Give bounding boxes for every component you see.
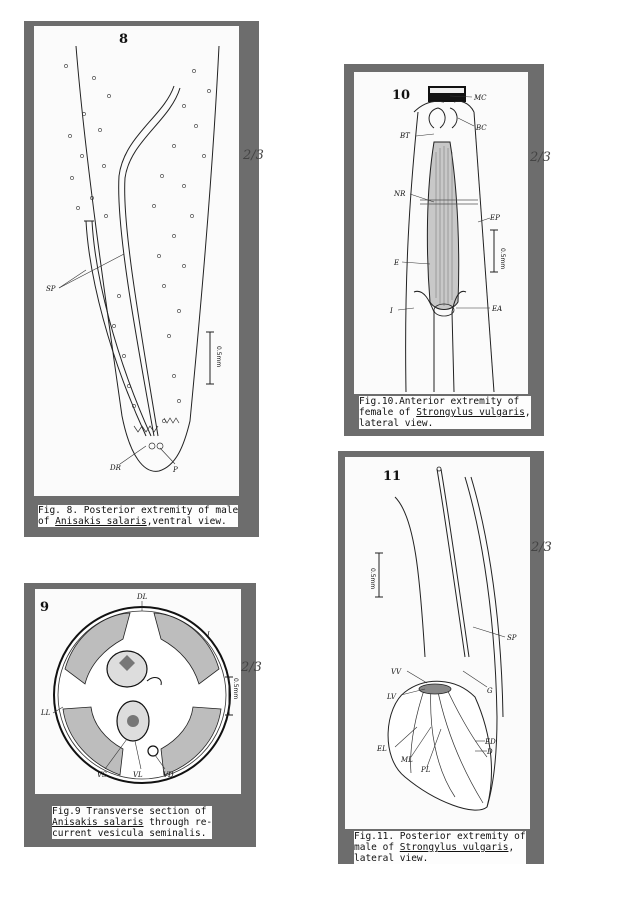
- figure-11-side-fraction: 2/3: [531, 540, 552, 555]
- figure-10-side-fraction: 2/3: [530, 150, 551, 165]
- figure-9-side-fraction: 2/3: [241, 660, 262, 675]
- figure-8-caption: Fig. 8. Posterior extremity of male of Anisakis salaris,ventral view.: [38, 505, 239, 527]
- svg-text:DR: DR: [110, 464, 121, 472]
- svg-text:VS: VS: [97, 771, 107, 779]
- figure-10-species: Strongylus vulgaris: [416, 407, 525, 418]
- figure-11-drawing: [345, 457, 530, 829]
- figure-9-drawing: [35, 589, 241, 794]
- svg-text:BC: BC: [476, 124, 487, 132]
- svg-text:SP: SP: [507, 634, 517, 642]
- figure-9-number: 9: [40, 600, 50, 615]
- figure-11-scale-label: 0.5mm: [369, 568, 376, 590]
- figure-8-number: 8: [119, 32, 129, 47]
- figure-8-drawing: [34, 26, 239, 496]
- svg-text:LV: LV: [387, 693, 396, 701]
- svg-text:EL: EL: [377, 745, 387, 753]
- figure-8-scale-label: 0.5mm: [215, 346, 222, 368]
- figure-9-caption: Fig.9 Transverse section of Anisakis salaris through re- current vesicula seminalis.: [52, 806, 213, 839]
- svg-text:E: E: [394, 259, 400, 267]
- svg-text:VL: VL: [133, 771, 143, 779]
- figure-11-number: 11: [383, 469, 402, 484]
- svg-text:P: P: [173, 466, 178, 474]
- svg-text:I: I: [207, 631, 210, 639]
- figure-10-scale-label: 0.5mm: [499, 248, 506, 270]
- figure-11-species: Strongylus vulgaris: [399, 842, 509, 853]
- svg-text:VV: VV: [391, 668, 402, 676]
- svg-text:ML: ML: [401, 756, 413, 764]
- svg-text:ED: ED: [485, 738, 496, 746]
- svg-text:BT: BT: [400, 132, 410, 140]
- figure-10-caption: Fig.10.Anterior extremity of female of Strongylus vulgaris, lateral view.: [359, 396, 531, 429]
- svg-text:G: G: [487, 687, 493, 695]
- figure-10-drawing: [354, 72, 528, 394]
- figure-9-scale-label: 0.5mm: [232, 678, 239, 700]
- svg-text:DL: DL: [137, 593, 148, 601]
- svg-text:PL: PL: [421, 766, 431, 774]
- svg-text:SP: SP: [46, 285, 56, 293]
- svg-text:NR: NR: [394, 190, 406, 198]
- figure-11-caption: Fig.11. Posterior extremity of male of Strongylus vulgaris, lateral view.: [354, 831, 526, 864]
- svg-text:LL: LL: [41, 709, 51, 717]
- figure-8-side-fraction: 2/3: [243, 148, 264, 163]
- figure-8-species: Anisakis salaris: [55, 516, 147, 527]
- svg-text:MC: MC: [474, 94, 487, 102]
- figure-9-species: Anisakis salaris: [52, 817, 144, 828]
- svg-text:VD: VD: [163, 771, 174, 779]
- figure-10-number: 10: [392, 88, 411, 103]
- svg-text:D: D: [487, 748, 493, 756]
- svg-text:EA: EA: [492, 305, 503, 313]
- svg-text:I: I: [390, 307, 393, 315]
- svg-text:EP: EP: [490, 214, 500, 222]
